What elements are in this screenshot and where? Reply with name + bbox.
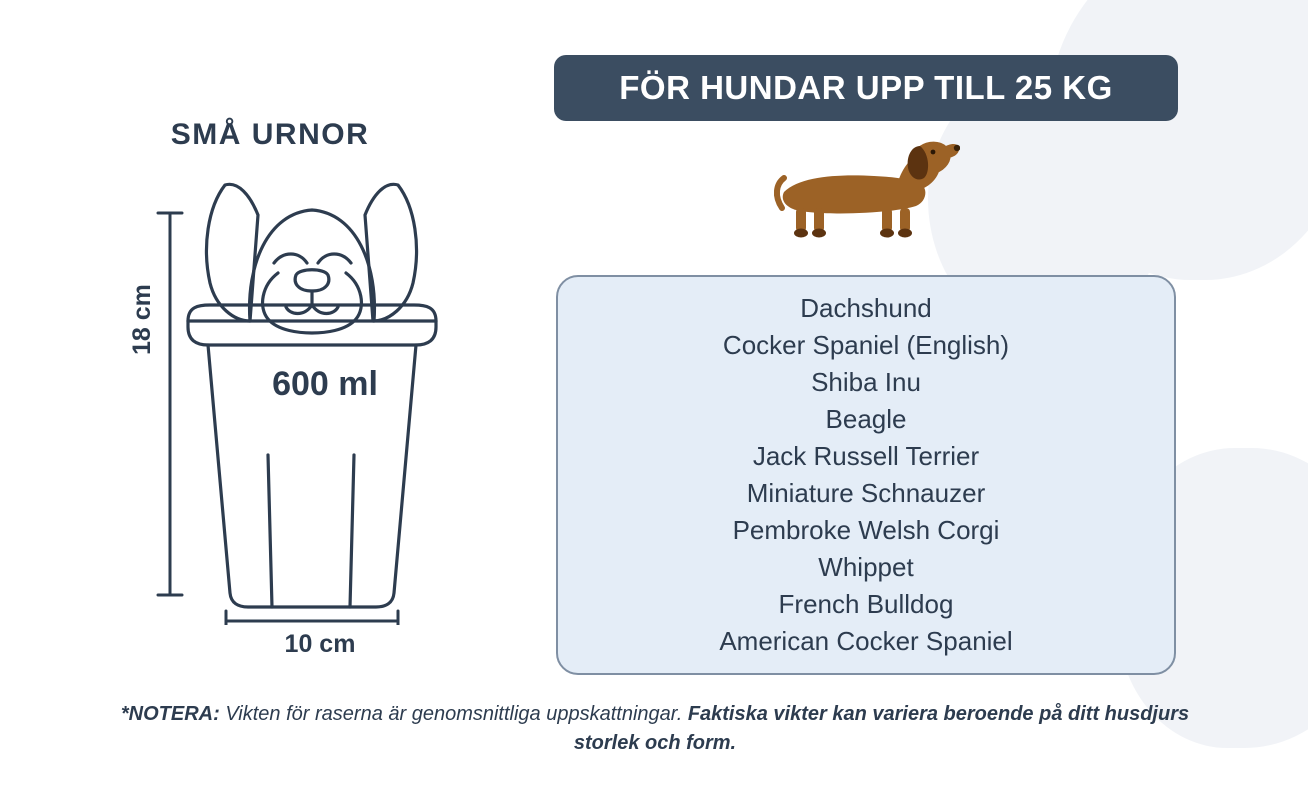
- list-item: Miniature Schnauzer: [746, 478, 986, 508]
- list-item: Pembroke Welsh Corgi: [732, 515, 1000, 545]
- list-item: Whippet: [818, 552, 914, 582]
- weight-category-title: FÖR HUNDAR UPP TILL 25 KG: [619, 69, 1113, 106]
- footnote: [120, 700, 1190, 758]
- urn-panel: [0, 0, 540, 700]
- footnote-body: Vikten för raserna är genomsnittliga uppskattningar.: [219, 703, 688, 725]
- breed-list-box: [556, 275, 1176, 675]
- urn-width-label: 10 cm: [284, 630, 356, 658]
- list-item: Jack Russell Terrier: [752, 441, 980, 471]
- footnote-prefix: *NOTERA:: [120, 703, 220, 725]
- list-item: Dachshund: [800, 293, 932, 323]
- urn-size-title: SMÅ URNOR: [170, 118, 370, 151]
- urn-volume-label: 600 ml: [272, 365, 378, 403]
- urn-height-label: 18 cm: [128, 284, 156, 355]
- list-item: Shiba Inu: [811, 367, 921, 397]
- list-item: Beagle: [825, 404, 907, 434]
- width-dimension-line: [226, 611, 398, 625]
- list-item: French Bulldog: [778, 589, 954, 619]
- list-item: Cocker Spaniel (English): [722, 330, 1010, 360]
- footnote-emphasis: Faktiska vikter kan variera beroende på ditt husdjurs storlek och form.: [573, 703, 1190, 754]
- height-dimension-line: [158, 213, 182, 595]
- weight-category-header: [554, 55, 1178, 121]
- dachshund-icon: [770, 130, 960, 255]
- list-item: American Cocker Spaniel: [719, 626, 1013, 656]
